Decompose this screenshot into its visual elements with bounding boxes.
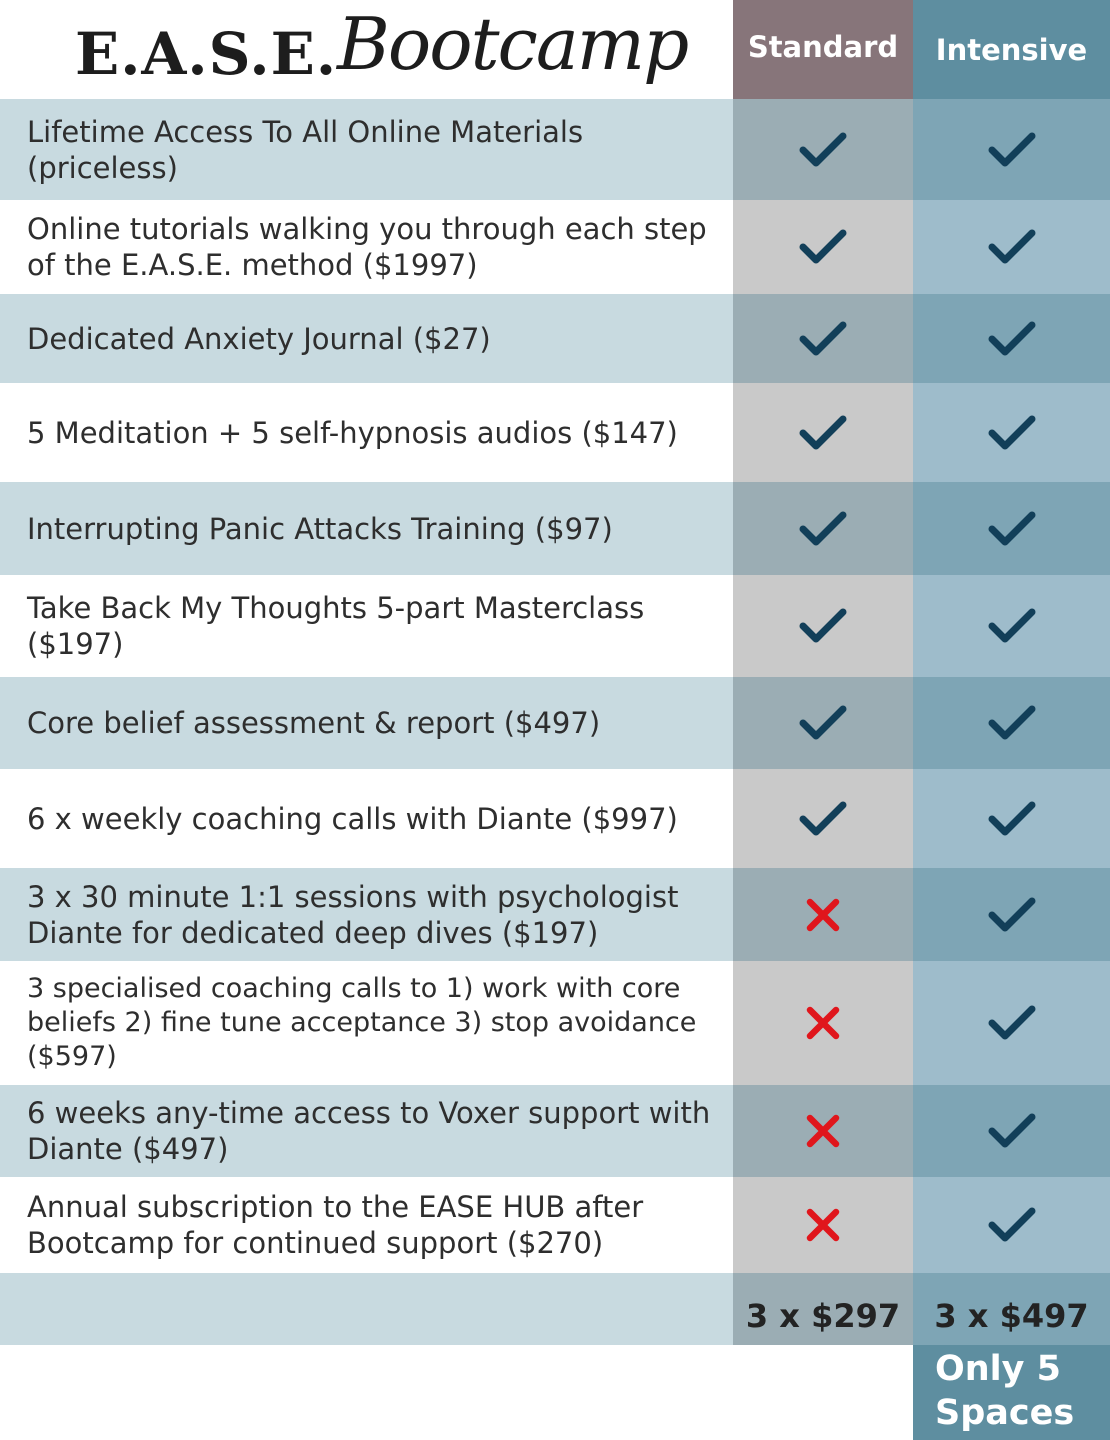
intensive-cell <box>913 1085 1110 1177</box>
checkmark-icon <box>799 413 847 453</box>
feature-row <box>0 99 1110 200</box>
intensive-cell <box>913 383 1110 482</box>
standard-cell <box>733 961 913 1085</box>
standard-cell <box>733 200 913 294</box>
feature-label: 6 weeks any-time access to Voxer support with Diante ($497) <box>0 1085 733 1177</box>
standard-cell <box>733 1177 913 1273</box>
intensive-cell <box>913 961 1110 1085</box>
checkmark-icon <box>799 319 847 359</box>
feature-row <box>0 769 1110 868</box>
feature-row <box>0 294 1110 383</box>
feature-label: Annual subscription to the EASE HUB after Bootcamp for continued support ($270) <box>0 1177 733 1273</box>
intensive-cell <box>913 294 1110 383</box>
checkmark-icon <box>988 509 1036 549</box>
price-row <box>0 1273 1110 1345</box>
checkmark-icon <box>988 227 1036 267</box>
header <box>0 0 1110 99</box>
checkmark-icon <box>988 895 1036 935</box>
intensive-price-cell <box>913 1273 1110 1345</box>
checkmark-icon <box>799 227 847 267</box>
standard-cell <box>733 868 913 961</box>
feature-label: 6 x weekly coaching calls with Diante ($997) <box>0 769 733 868</box>
checkmark-icon <box>988 1003 1036 1043</box>
feature-row <box>0 1085 1110 1177</box>
intensive-price: 3 x $497 <box>934 1297 1089 1335</box>
cross-icon <box>805 1113 841 1149</box>
checkmark-icon <box>988 799 1036 839</box>
standard-price-cell <box>733 1273 913 1345</box>
checkmark-icon <box>799 799 847 839</box>
feature-label: Interrupting Panic Attacks Training ($97) <box>0 482 733 575</box>
feature-row <box>0 868 1110 961</box>
intensive-cell <box>913 99 1110 200</box>
intensive-cell <box>913 575 1110 677</box>
checkmark-icon <box>988 1205 1036 1245</box>
availability-badge: Only 5 Spaces <box>913 1345 1110 1440</box>
feature-row <box>0 383 1110 482</box>
feature-label: Take Back My Thoughts 5-part Masterclass ($197) <box>0 575 733 677</box>
feature-label: 3 specialised coaching calls to 1) work with core beliefs 2) fine tune acceptance 3) stop avoidance ($597) <box>0 961 733 1085</box>
feature-label: Core belief assessment & report ($497) <box>0 677 733 769</box>
standard-cell <box>733 769 913 868</box>
checkmark-icon <box>988 130 1036 170</box>
feature-row <box>0 575 1110 677</box>
intensive-plan-label: Intensive <box>935 32 1088 67</box>
checkmark-icon <box>988 319 1036 359</box>
feature-label: 5 Meditation + 5 self-hypnosis audios ($147) <box>0 383 733 482</box>
checkmark-icon <box>988 1111 1036 1151</box>
feature-row <box>0 961 1110 1085</box>
checkmark-icon <box>988 703 1036 743</box>
checkmark-icon <box>988 413 1036 453</box>
standard-cell <box>733 1085 913 1177</box>
intensive-cell <box>913 1177 1110 1273</box>
checkmark-icon <box>799 606 847 646</box>
checkmark-icon <box>988 606 1036 646</box>
feature-label: Online tutorials walking you through each step of the E.A.S.E. method ($1997) <box>0 200 733 294</box>
checkmark-icon <box>799 703 847 743</box>
standard-cell <box>733 294 913 383</box>
standard-cell <box>733 99 913 200</box>
cross-icon <box>805 897 841 933</box>
feature-label: 3 x 30 minute 1:1 sessions with psychologist Diante for dedicated deep dives ($197) <box>0 868 733 961</box>
page-title <box>75 0 715 99</box>
intensive-cell <box>913 868 1110 961</box>
intensive-cell <box>913 769 1110 868</box>
standard-cell <box>733 482 913 575</box>
standard-cell <box>733 383 913 482</box>
intensive-cell <box>913 677 1110 769</box>
standard-cell <box>733 677 913 769</box>
intensive-plan-header <box>913 0 1110 99</box>
feature-row <box>0 482 1110 575</box>
title-script: Bootcamp <box>337 2 688 86</box>
price-row-label-cell <box>0 1273 733 1345</box>
standard-plan-label: Standard <box>747 29 899 64</box>
checkmark-icon <box>799 509 847 549</box>
checkmark-icon <box>799 130 847 170</box>
cross-icon <box>805 1207 841 1243</box>
intensive-cell <box>913 200 1110 294</box>
standard-cell <box>733 575 913 677</box>
feature-row <box>0 1177 1110 1273</box>
feature-row <box>0 677 1110 769</box>
standard-price: 3 x $297 <box>745 1297 901 1335</box>
feature-label: Lifetime Access To All Online Materials (priceless) <box>0 99 733 200</box>
cross-icon <box>805 1005 841 1041</box>
feature-label: Dedicated Anxiety Journal ($27) <box>0 294 733 383</box>
title-main: E.A.S.E. <box>75 20 338 88</box>
standard-plan-header <box>733 0 913 99</box>
intensive-cell <box>913 482 1110 575</box>
feature-row <box>0 200 1110 294</box>
